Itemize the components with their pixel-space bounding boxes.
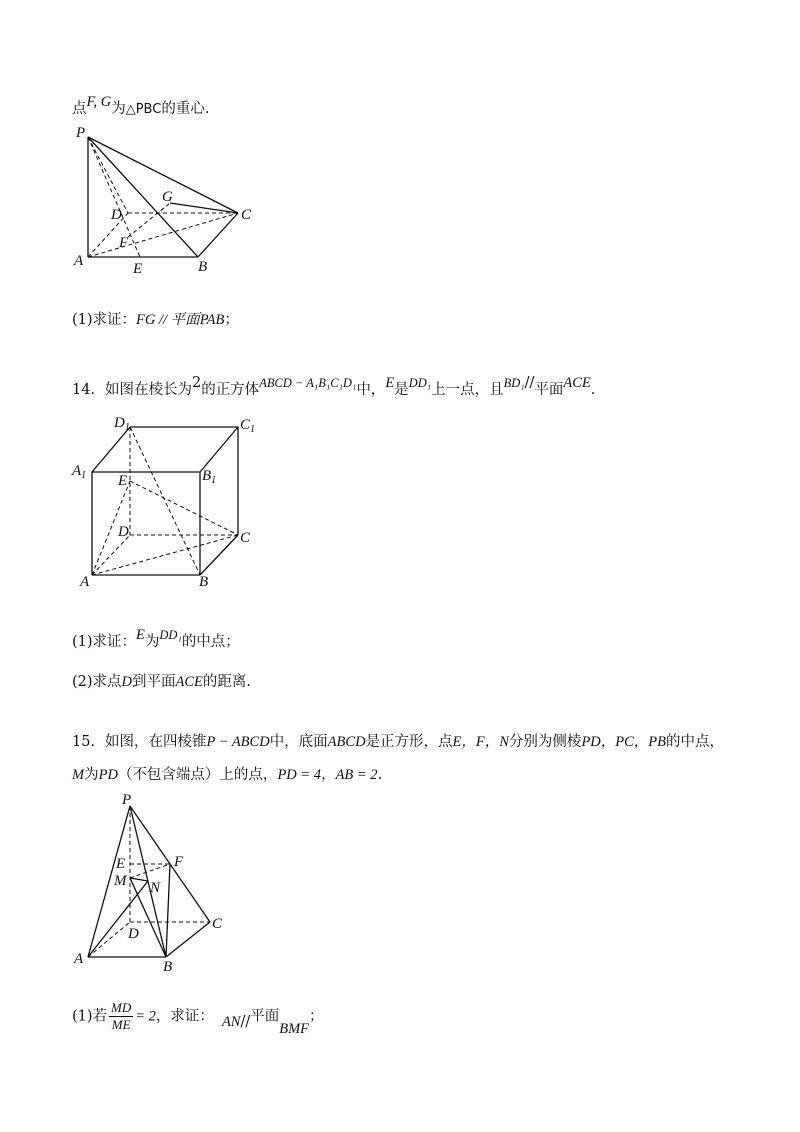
- q13-intro-vars: F, G: [86, 94, 112, 110]
- q15-part1-end: ；: [309, 1008, 324, 1025]
- q15-line2-sep: ，: [321, 767, 336, 783]
- edge-BC: [166, 922, 210, 957]
- q15-line2-b: （不包含端点）上的点，: [117, 767, 278, 783]
- q15-frac-num: MD: [111, 1000, 132, 1015]
- q13-intro-tri: △PBC: [125, 102, 162, 117]
- label-A: A: [80, 574, 90, 590]
- q13-intro: [72, 94, 210, 118]
- q15-line1-e: 的中点，: [666, 734, 725, 750]
- q14-length: 2: [191, 375, 202, 391]
- q13-pyramid-diagram: [70, 125, 270, 275]
- label-P: P: [76, 125, 86, 141]
- q13-part1-prefix: (1)求证：: [72, 312, 137, 328]
- q15-plane-word: 平面: [250, 1008, 280, 1025]
- q14-cube: ABCD − A₁B₁C₁D₁: [259, 376, 357, 390]
- q15-base: ABCD: [327, 734, 366, 750]
- q13-part1-end: ；: [224, 312, 239, 328]
- q14-edge: DD₁: [408, 376, 432, 390]
- label-E: E: [118, 473, 128, 489]
- label-B1-sub: 1: [211, 475, 217, 486]
- edge-BC: [200, 535, 238, 575]
- label-G: G: [162, 189, 173, 205]
- edge-BC: [198, 213, 238, 257]
- label-A: A: [74, 951, 84, 967]
- q13-part1-plane: PAB: [199, 312, 225, 328]
- q14-part1-E: E: [136, 627, 145, 643]
- label-C: C: [240, 530, 251, 546]
- label-A1-sub: 1: [81, 470, 87, 481]
- q14-part2: [72, 670, 251, 691]
- segment-PE: [88, 137, 140, 257]
- segment-MB: [130, 878, 166, 957]
- label-A1: [71, 463, 86, 481]
- label-P: P: [122, 792, 132, 808]
- q15-cond1: PD = 4: [277, 767, 322, 783]
- label-B1: [202, 468, 216, 486]
- q13-intro-mid: 为: [111, 101, 126, 117]
- label-C1-sub: 1: [250, 424, 256, 435]
- q14-text1: 如图在棱长为: [104, 382, 192, 398]
- q15-part1-mid: ，求证：: [155, 1008, 214, 1025]
- q15-line2-a: 为: [84, 767, 99, 783]
- segment-BF: [166, 864, 170, 957]
- q14-figure: [68, 412, 268, 596]
- q15-pyramid: P − ABCD: [206, 734, 270, 750]
- edge-A1D1: [92, 427, 130, 472]
- q15-fraction: [109, 1000, 133, 1033]
- q14-text3: 中，: [356, 382, 386, 398]
- q14-part1-mid: 为: [144, 634, 160, 650]
- q15-number: 15．: [72, 734, 105, 750]
- label-C: C: [212, 916, 223, 932]
- q14-part1-prefix: (1)求证：: [72, 634, 137, 650]
- q14-part2-mid: 到平面: [132, 674, 176, 690]
- q15-plane: BMF: [279, 1020, 310, 1037]
- q15-line2-end: .: [377, 767, 383, 783]
- q14-part2-D: D: [121, 674, 133, 690]
- q15-line1-c: 是正方形，点: [365, 734, 453, 750]
- label-B: B: [198, 259, 208, 275]
- q14-part2-plane: ACE: [175, 674, 203, 690]
- label-F: F: [174, 854, 184, 870]
- q14-text7: .: [590, 382, 596, 398]
- q15-cond2: AB = 2: [335, 767, 378, 783]
- label-D1: [113, 415, 130, 433]
- q15-line1: [72, 730, 724, 751]
- label-D: D: [111, 207, 122, 223]
- segment-EC: [130, 481, 238, 535]
- label-A1-letter: A: [72, 463, 82, 479]
- q14-cube-diagram: [68, 412, 268, 592]
- q14-number: 14．: [72, 382, 105, 398]
- q14-plane: ACE: [563, 375, 591, 391]
- q15-frac-val: = 2: [135, 1008, 156, 1025]
- label-M: M: [114, 873, 127, 889]
- label-C1: [240, 417, 255, 435]
- diagonal-AC: [92, 535, 238, 575]
- q15-line2: [72, 763, 382, 784]
- q14-text4: 是: [394, 382, 409, 398]
- diagonal-BD1: [130, 427, 200, 575]
- q15-part1-prefix: (1)若: [72, 1008, 108, 1025]
- segment-MF: [130, 864, 170, 878]
- label-B: B: [163, 959, 173, 975]
- label-F: F: [119, 235, 129, 251]
- label-C: C: [241, 207, 252, 223]
- label-D1-sub: 1: [124, 422, 130, 433]
- segment-MN: [130, 878, 148, 881]
- edge-AD: [92, 535, 130, 575]
- label-B: B: [199, 574, 209, 590]
- q15-edges: PD，PC，PB: [581, 734, 667, 750]
- edge-B1C1: [200, 427, 238, 472]
- q14-text6: 平面: [534, 382, 564, 398]
- q14-part1-suffix: 的中点；: [181, 634, 240, 650]
- q15-M: M: [72, 767, 85, 783]
- q14-part1-edge: DD₁: [159, 628, 182, 642]
- q14-text2: 的正方体: [201, 382, 260, 398]
- label-B1-letter: B: [202, 468, 212, 484]
- q13-part1: [72, 308, 239, 329]
- label-E: E: [116, 856, 126, 872]
- label-E: E: [133, 261, 143, 277]
- q14-E: E: [385, 375, 395, 391]
- label-N: N: [150, 880, 161, 896]
- segment-AN: [88, 881, 148, 957]
- q15-line1-a: 如图，在四棱锥: [104, 734, 207, 750]
- q14-stem: [72, 375, 596, 399]
- q14-part1: [72, 627, 240, 651]
- q15-line1-b: 中，底面: [269, 734, 328, 750]
- q15-points: E，F，N: [452, 734, 509, 750]
- q15-frac-den: ME: [111, 1017, 131, 1032]
- edge-AD: [88, 922, 130, 957]
- q13-intro-suffix: 的重心.: [161, 101, 210, 117]
- q15-part1: [72, 1000, 324, 1037]
- q14-text5: 上一点，且: [431, 382, 504, 398]
- q15-line1-d: 分别为侧棱: [508, 734, 582, 750]
- q15-AN: AN: [221, 1013, 241, 1030]
- label-C1-letter: C: [240, 417, 251, 433]
- q14-part2-prefix: (2)求点: [72, 674, 122, 690]
- q13-part1-expr: FG // 平面: [136, 312, 200, 328]
- q15-par: //: [240, 1013, 251, 1030]
- q14-parallel: //: [524, 375, 535, 391]
- label-D: D: [118, 524, 129, 540]
- q14-part2-suffix: 的距离.: [202, 674, 252, 690]
- q13-intro-prefix: 点: [72, 101, 87, 117]
- q15-PD: PD: [98, 767, 118, 783]
- label-A: A: [74, 253, 84, 269]
- q15-figure: [68, 792, 238, 986]
- label-D1-letter: D: [114, 415, 125, 431]
- q15-pyramid-diagram: [68, 792, 238, 982]
- q13-figure: [70, 125, 270, 279]
- label-D: D: [128, 926, 139, 942]
- q14-line: BD₁: [503, 376, 525, 390]
